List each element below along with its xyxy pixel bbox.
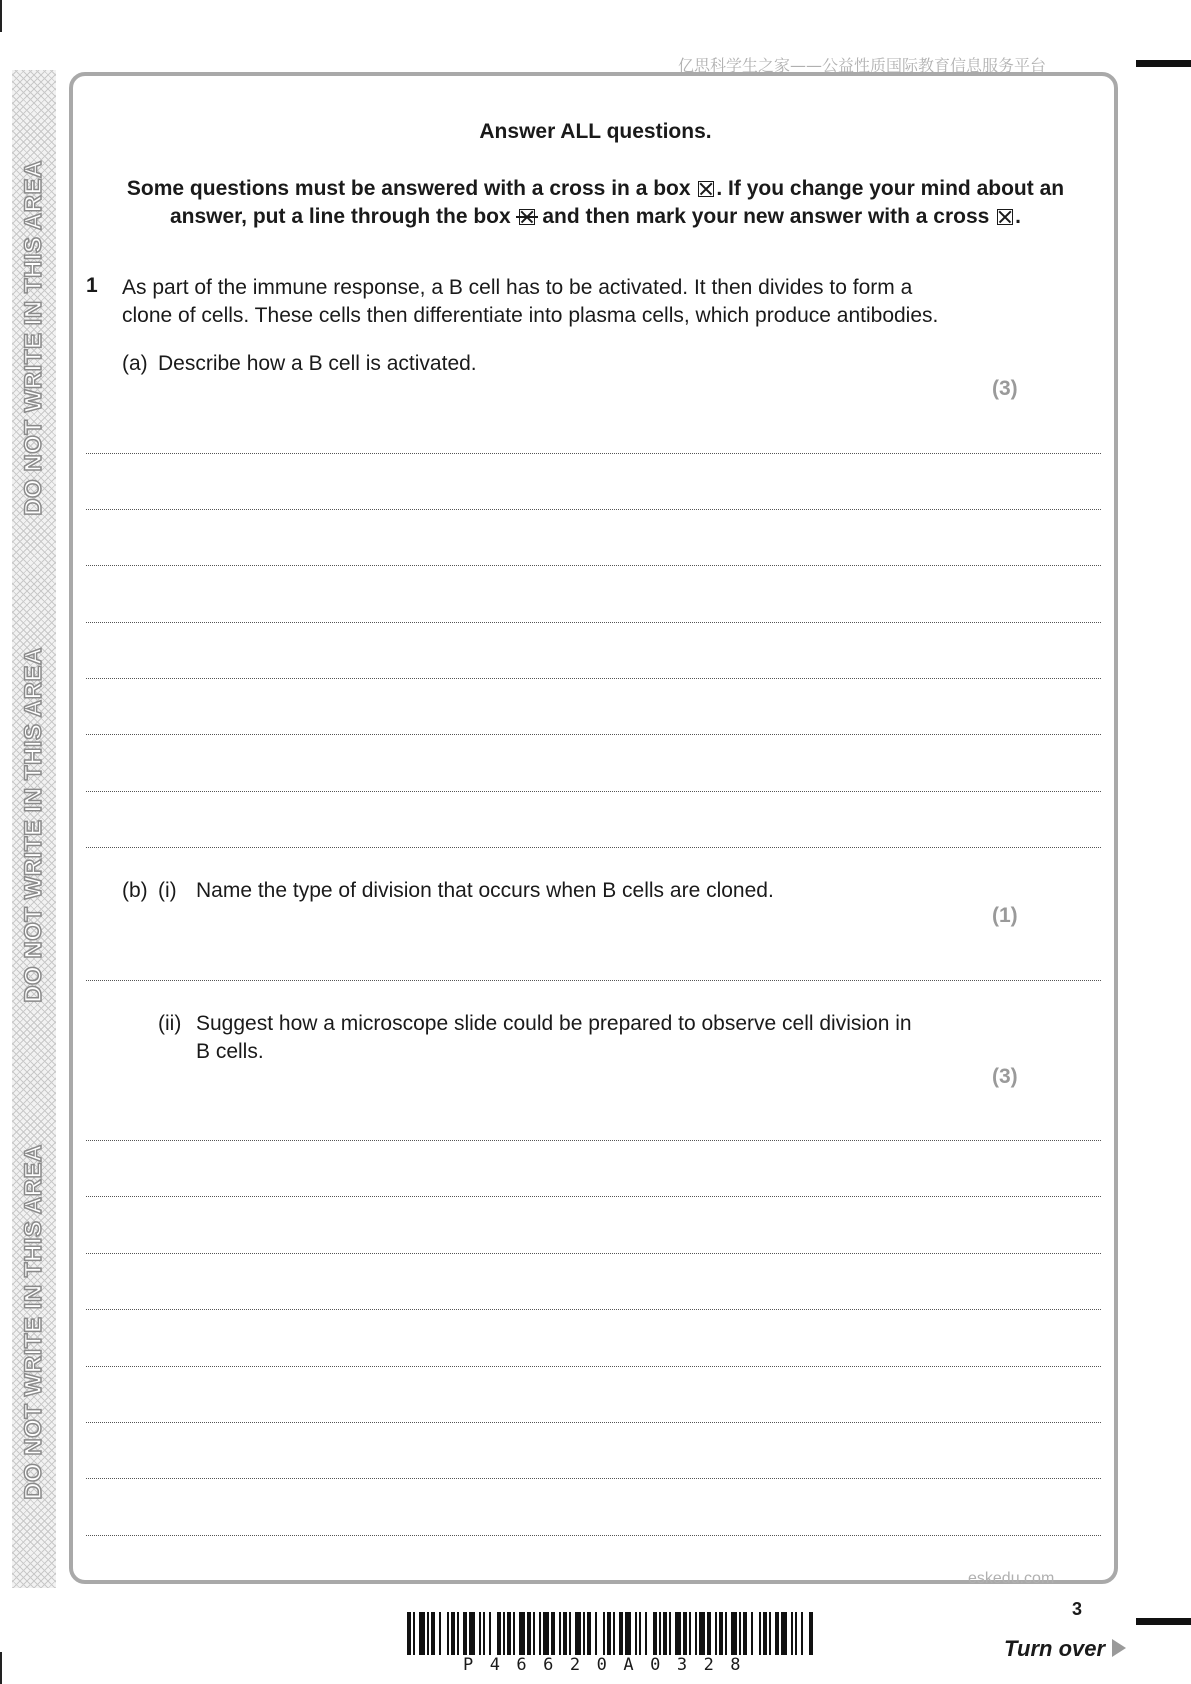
barcode [407,1612,813,1655]
answer-line[interactable] [86,1309,1101,1310]
part-b-ii-label: (ii) [158,1012,182,1035]
question-number: 1 [86,274,98,297]
barcode-text: P46620A0328 [462,1655,758,1675]
answer-line[interactable] [86,1366,1101,1367]
top-watermark: 亿思科学生之家——公益性质国际教育信息服务平台 [678,56,1047,75]
part-b-label: (b) [122,879,148,902]
answer-line[interactable] [86,734,1101,735]
part-b-i-text: Name the type of division that occurs when B cells are cloned. [196,879,774,902]
part-a-marks: (3) [992,377,1018,400]
part-b-ii-marks: (3) [992,1065,1018,1088]
answer-line[interactable] [86,1140,1101,1141]
turn-over-label: Turn over [1004,1636,1106,1661]
part-a-text: Describe how a B cell is activated. [158,352,477,375]
answer-line[interactable] [86,980,1101,981]
cross-box-icon [997,209,1013,225]
answer-line[interactable] [86,509,1101,510]
part-b-i-label: (i) [158,879,177,902]
answer-line[interactable] [86,453,1101,454]
part-b-ii-text: Suggest how a microscope slide could be prepared to observe cell division in B cells. [196,1012,912,1063]
page-number: 3 [1072,1599,1083,1619]
instructions-title: Answer ALL questions. [479,120,712,143]
part-a-label: (a) [122,352,148,375]
instructions-text: Some questions must be answered with a cross in a box . If you change your mind about an answer, put a line through the box and then mark your new answer with a cross . [126,177,1065,228]
part-b-i-marks: (1) [992,904,1018,927]
crop-mark-bottom-right [1136,1618,1191,1625]
answer-line[interactable] [86,1535,1101,1536]
answer-line[interactable] [86,1478,1101,1479]
crop-mark-top-right [1136,60,1191,67]
bottom-watermark: eskedu.com [968,1570,1055,1587]
crop-mark-bottom-left [0,1652,2,1684]
crop-mark-top-left [0,0,2,32]
answer-line[interactable] [86,1253,1101,1254]
answer-line[interactable] [86,565,1101,566]
answer-line[interactable] [86,791,1101,792]
question-stem: As part of the immune response, a B cell has to be activated. It then divides to form a clone of cells. These cells then differentiate into plasma cells, which produce antibodies. [122,276,939,327]
answer-line[interactable] [86,847,1101,848]
turn-over-arrow-icon [1112,1639,1126,1657]
answer-line[interactable] [86,1422,1101,1423]
struck-cross-box-icon [519,209,535,225]
answer-line[interactable] [86,622,1101,623]
cross-box-icon [698,181,714,197]
answer-line[interactable] [86,1196,1101,1197]
answer-line[interactable] [86,678,1101,679]
